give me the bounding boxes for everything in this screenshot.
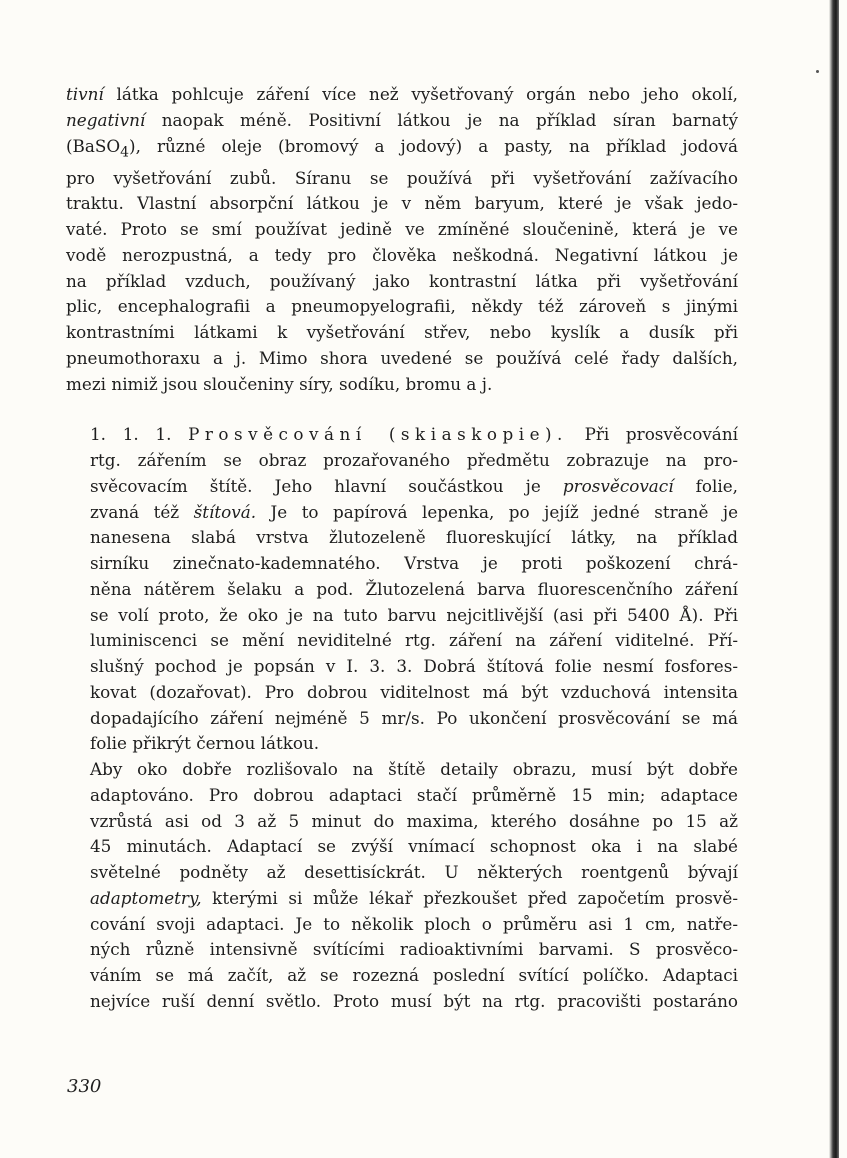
text-line: folie přikrýt černou látkou. bbox=[90, 733, 320, 754]
text-line: 45 minutách. Adaptací se zvýší vnímací schopnost oka i na slabé bbox=[90, 836, 738, 857]
text-line: adaptováno. Pro dobrou adaptaci stačí průměrně 15 min; adaptace bbox=[90, 784, 738, 805]
text-span: (BaSO bbox=[66, 135, 121, 156]
italic-term: prosvěcovací bbox=[562, 475, 674, 496]
text-line: dopadajícího záření nejméně 5 mr/s. Po ukončení prosvěcování se má bbox=[90, 707, 738, 728]
text-line bbox=[66, 108, 738, 134]
text-line: vzrůstá asi od 3 až 5 minut do maxima, kterého dosáhne po 15 až bbox=[90, 810, 738, 831]
text-span: látka pohlcuje záření více než vyšetřovaný orgán nebo jeho okolí, bbox=[103, 84, 738, 104]
text-line bbox=[66, 886, 738, 912]
text-line: slušný pochod je popsán v I. 3. 3. Dobrá štítová folie nesmí fosfores- bbox=[90, 656, 738, 677]
text-span: folie, bbox=[673, 475, 738, 496]
text-line bbox=[66, 82, 738, 108]
text-line bbox=[66, 500, 738, 526]
text-line: ných různě intensivně svítícími radioaktivními barvami. S prosvěco- bbox=[90, 939, 738, 960]
text-line: plic, encephalografii a pneumopyelografii, někdy též zároveň s jinými bbox=[66, 296, 738, 317]
text-span: kterými si může lékař přezkoušet před započetím prosvě- bbox=[201, 887, 738, 908]
text-line bbox=[66, 134, 738, 166]
italic-term: adaptometry, bbox=[90, 887, 202, 908]
text-line: kovat (dozařovat). Pro dobrou viditelnost má být vzduchová intensita bbox=[90, 681, 738, 702]
text-line: něna nátěrem šelaku a pod. Žlutozelená barva fluorescenčního záření bbox=[90, 578, 738, 599]
text-line: Aby oko dobře rozlišovalo na štítě detaily obrazu, musí být dobře bbox=[90, 759, 738, 780]
text-line: nejvíce ruší denní světlo. Proto musí být na rtg. pracovišti postaráno bbox=[90, 990, 738, 1011]
text-line: luminiscenci se mění neviditelné rtg. záření na záření viditelné. Pří- bbox=[90, 630, 738, 651]
text-line bbox=[66, 474, 738, 500]
text-line: na příklad vzduch, používaný jako kontrastní látka při vyšetřování bbox=[66, 270, 738, 291]
text-line: sirníku zinečnato-kademnatého. Vrstva je proti poškození chrá- bbox=[90, 553, 738, 574]
text-line: rtg. zářením se obraz prozařovaného předmětu zobrazuje na pro- bbox=[90, 450, 738, 471]
text-line: cování svoji adaptaci. Je to několik ploch o průměru asi 1 cm, natře- bbox=[90, 913, 738, 934]
text-line: pneumothoraxu a j. Mimo shora uvedené se používá celé řady dalších, bbox=[66, 347, 738, 368]
scan-speck bbox=[816, 70, 819, 73]
text-span: Při prosvěcování bbox=[567, 424, 738, 445]
subscript: 4 bbox=[120, 143, 130, 160]
page-edge-shadow bbox=[829, 0, 839, 1158]
text-line: váním se má začít, až se rozezná poslední svítící políčko. Adaptaci bbox=[90, 965, 738, 986]
text-line: traktu. Vlastní absorpční látkou je v něm baryum, které je však jedo- bbox=[66, 193, 738, 214]
paragraph-adaptation bbox=[66, 757, 738, 1015]
text-span: ), různé oleje (bromový a jodový) a pasty, na příklad jodová bbox=[129, 135, 738, 156]
text-line: vaté. Proto se smí používat jedině ve zmíněné sloučenině, která je ve bbox=[66, 219, 738, 240]
text-line: vodě nerozpustná, a tedy pro člověka neškodná. Negativní látkou je bbox=[66, 244, 738, 265]
italic-term: negativní bbox=[66, 109, 146, 130]
italic-term: tivní bbox=[66, 84, 104, 104]
italic-term: štítová. bbox=[193, 501, 257, 522]
page-text bbox=[66, 82, 738, 1015]
text-line: kontrastními látkami k vyšetřování střev, nebo kyslík a dusík při bbox=[66, 322, 738, 343]
text-line: světelné podněty až desettisíckrát. U některých roentgenů bývají bbox=[90, 862, 738, 883]
text-line: nanesena slabá vrstva žlutozeleně fluoreskující látky, na příklad bbox=[90, 527, 738, 548]
section-title: Prosvěcování (skiaskopie). bbox=[188, 424, 568, 445]
paragraph-fluoroscopy bbox=[66, 422, 738, 757]
paragraph-contrast-agents bbox=[66, 82, 738, 397]
text-span: zvaná též bbox=[90, 501, 194, 522]
text-line: se volí proto, že oko je na tuto barvu nejcitlivější (asi při 5400 Å). Při bbox=[90, 604, 738, 625]
text-line: mezi nimiž jsou sloučeniny síry, sodíku, bromu a j. bbox=[66, 373, 493, 394]
page-number: 330 bbox=[67, 1076, 102, 1097]
text-line: pro vyšetřování zubů. Síranu se používá při vyšetřování zažívacího bbox=[66, 167, 738, 188]
section-heading-line bbox=[66, 422, 738, 448]
text-span: Je to papírová lepenka, po jejíž jedné straně je bbox=[256, 501, 739, 522]
section-number: 1. 1. 1. bbox=[90, 424, 189, 445]
text-span: svěcovacím štítě. Jeho hlavní součástkou je bbox=[90, 475, 563, 496]
text-span: naopak méně. Positivní látkou je na příklad síran barnatý bbox=[145, 109, 738, 130]
